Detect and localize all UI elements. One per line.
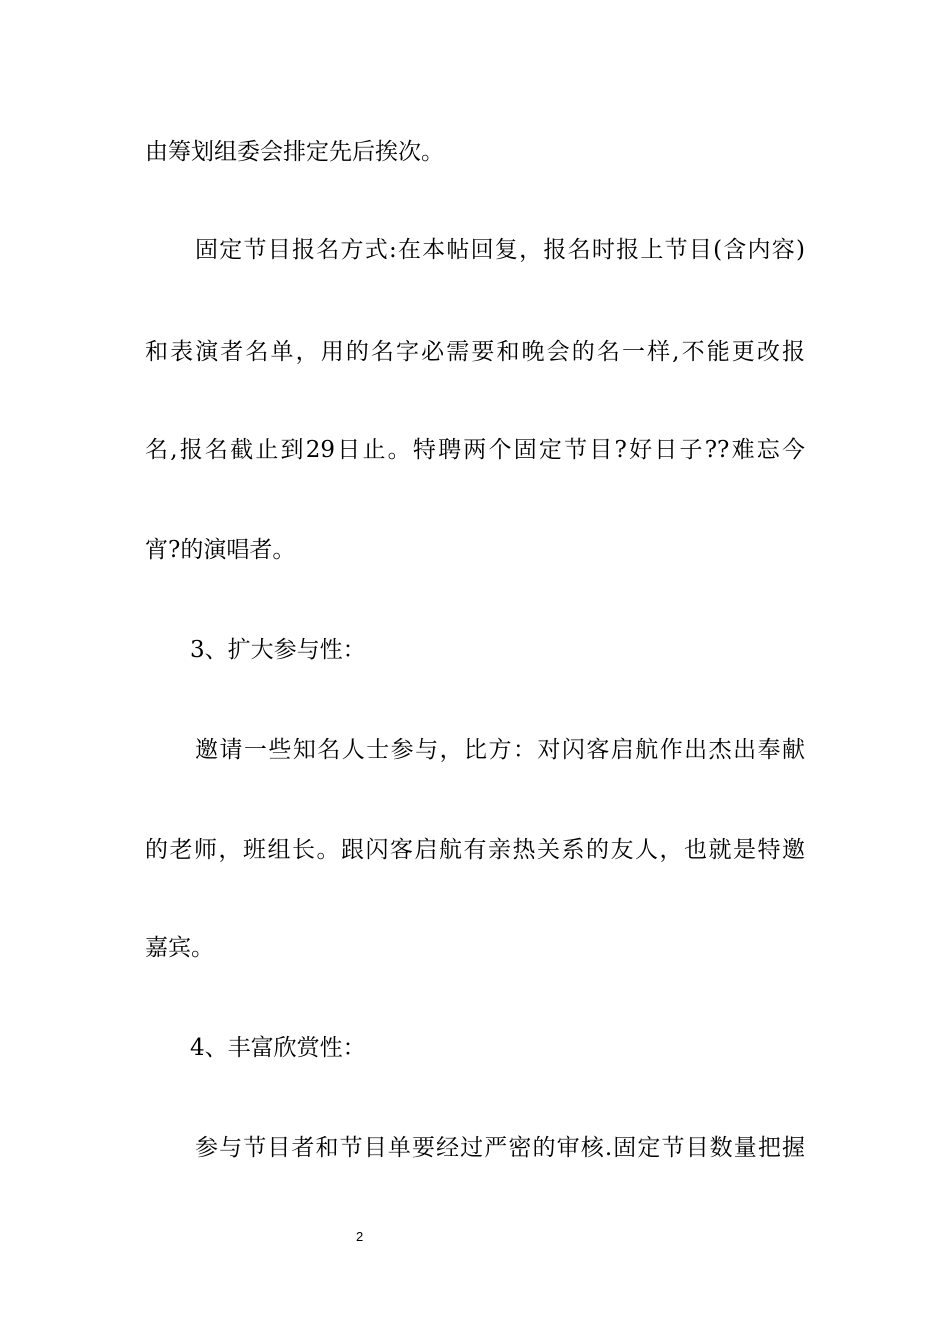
paragraph-line: 和表演者名单，用的名字必需要和晚会的名一样,不能更改报 [145,339,805,365]
paragraph-line: 的老师，班组长。跟闪客启航有亲热关系的友人，也就是特邀 [145,837,805,863]
paragraph-line: 邀请一些知名人士参与，比方：对闪客启航作出杰出奉献 [195,737,805,763]
paragraph-line: 固定节目报名方式:在本帖回复，报名时报上节目(含内容) [195,237,805,263]
paragraph-line: 参与节目者和节目单要经过严密的审核.固定节目数量把握 [195,1135,805,1161]
paragraph-line: 宵?的演唱者。 [145,537,296,563]
section-heading: 4、丰富欣赏性： [190,1035,366,1061]
paragraph-line: 由筹划组委会排定先后挨次。 [145,139,444,165]
page-number: 2 [356,1229,364,1244]
section-heading: 3、扩大参与性： [190,637,366,663]
paragraph-line: 名,报名截止到29日止。特聘两个固定节目?好日子??难忘今 [145,437,805,463]
paragraph-line: 嘉宾。 [145,935,214,961]
